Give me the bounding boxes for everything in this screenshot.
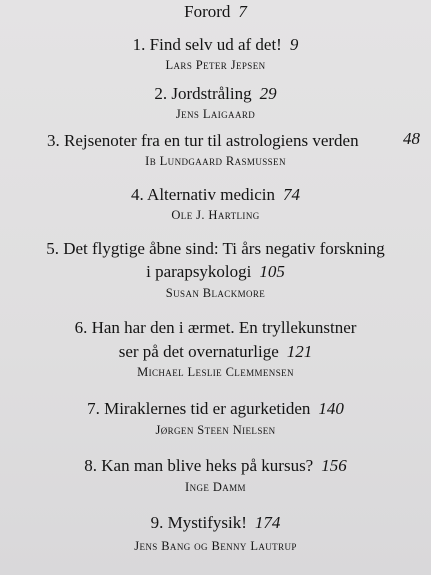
entry-9-title [0,513,431,533]
entry-title: 9. Mystifysik! [150,513,247,532]
entry-2-author: Jens Laigaard [175,107,256,121]
entry-title: 1. Find selv ud af det! [132,35,282,54]
entry-7-author: Jørgen Steen Nielsen [155,423,276,437]
entry-page: 140 [318,399,344,418]
entry-3-page: 48 [403,129,420,148]
entry-7-title [0,399,431,419]
entry-page: 174 [254,513,281,532]
entry-8-title [0,456,431,476]
entry-8-author: Inge Damm [185,480,246,494]
entry-title-cont: ser på det overnaturlige [118,342,279,361]
entry-page: 105 [259,262,285,281]
entry-1-author: Lars Peter Jepsen [165,58,266,72]
entry-6-author: Michael Leslie Clemmensen [137,365,294,379]
entry-5-title [0,239,431,259]
entry-3-title [0,131,359,151]
entry-title-cont: i parapsykologi [146,262,252,281]
entry-page: 74 [283,185,300,204]
entry-title: 5. Det flygtige åbne sind: Ti års negativ forskning [46,239,385,258]
entry-6-title [0,318,431,338]
entry-5-title-cont [0,262,431,282]
entry-4-author: Ole J. Hartling [171,208,260,222]
entry-5-author: Susan Blackmore [165,286,266,300]
entry-4-title [0,185,431,205]
entry-title: 4. Alternativ medicin [131,185,275,204]
entry-title: 8. Kan man blive heks på kursus? [84,456,314,475]
entry-title: 3. Rejsenoter fra en tur til astrologiens verden [47,131,359,150]
entry-page: 121 [286,342,313,361]
foreword-entry [0,2,431,22]
entry-title: 6. Han har den i ærmet. En tryllekunstner [74,318,357,337]
entry-page: 9 [289,35,299,54]
entry-3-author: Ib Lundgaard Rasmussen [145,154,286,168]
entry-2-title [0,84,431,104]
entry-9-author: Jens Bang og Benny Lautrup [134,539,297,553]
entry-title: 7. Miraklernes tid er agurketiden [87,399,311,418]
entry-title: 2. Jordstråling [154,84,252,103]
entry-1-title [0,35,431,55]
entry-page: 29 [259,84,277,103]
entry-page: 156 [321,456,347,475]
entry-6-title-cont [0,342,431,362]
foreword-label: Forord [184,2,231,21]
foreword-page: 7 [238,2,247,21]
